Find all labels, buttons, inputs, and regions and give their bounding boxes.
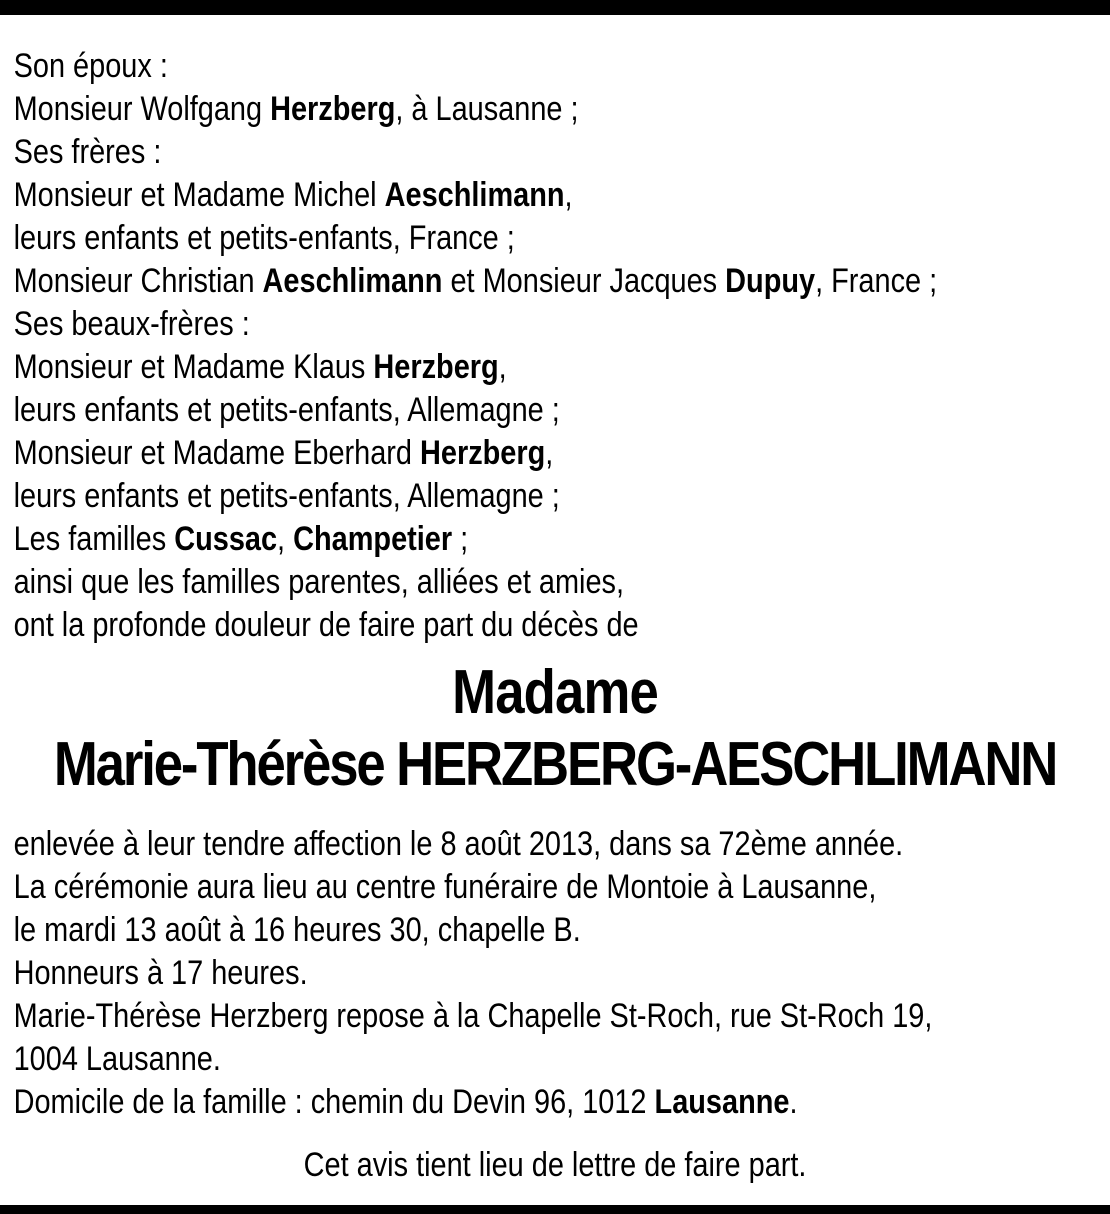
notice-text-segment: Domicile de la famille : chemin du Devin 96, 1012	[13, 1083, 655, 1121]
notice-name-bold: Herzberg	[373, 348, 499, 386]
notice-line	[14, 995, 1097, 1038]
notice-text-segment: ;	[452, 520, 469, 558]
notice-text-segment: le mardi 13 août à 16 heures 30, chapelle B.	[13, 911, 581, 949]
notice-text-segment: Son époux :	[13, 47, 168, 85]
notice-line	[14, 1081, 1097, 1124]
notice-name-bold: Champetier	[293, 520, 453, 558]
notice-text-segment: 1004 Lausanne.	[13, 1040, 221, 1078]
notice-text-segment: Honneurs à 17 heures.	[13, 954, 308, 992]
notice-line	[14, 561, 1097, 604]
notice-line	[14, 952, 1097, 995]
notice-line	[14, 432, 1097, 475]
notice-text-segment: ,	[564, 176, 573, 214]
notice-text-segment: enlevée à leur tendre affection le 8 août 2013, dans sa 72ème année.	[13, 825, 904, 863]
notice-text-segment: Monsieur et Madame Klaus	[13, 348, 374, 386]
notice-line	[14, 604, 1097, 647]
notice-name-bold: Aeschlimann	[384, 176, 565, 214]
notice-line	[14, 866, 1097, 909]
notice-line	[14, 475, 1097, 518]
notice-text-segment: ont la profonde douleur de faire part du décès de	[13, 606, 639, 644]
footer-line	[14, 1144, 1097, 1187]
notice-line	[14, 88, 1097, 131]
notice-text-segment: leurs enfants et petits-enfants, Allemagne ;	[13, 477, 560, 515]
notice-name-bold: Marie-Thérèse HERZBERG-AESCHLIMANN	[53, 730, 1057, 799]
notice-name-bold: Herzberg	[270, 90, 396, 128]
notice-text-segment: Cet avis tient lieu de lettre de faire part.	[303, 1146, 807, 1184]
notice-line	[14, 389, 1097, 432]
notice-line	[14, 346, 1097, 389]
notice-name-bold: Dupuy	[725, 262, 816, 300]
notice-text-segment: ,	[498, 348, 507, 386]
notice-line	[14, 909, 1097, 952]
notice-text-segment: Les familles	[13, 520, 175, 558]
notice-text-segment: et Monsieur Jacques	[442, 262, 726, 300]
notice-line	[14, 131, 1097, 174]
notice-text-segment: Monsieur et Madame Eberhard	[13, 434, 421, 472]
notice-name-bold: Madame	[452, 658, 658, 727]
notice-line	[14, 45, 1097, 88]
notice-text-segment: , France ;	[815, 262, 938, 300]
notice-name-bold: Cussac	[174, 520, 278, 558]
top-border-bar	[0, 0, 1110, 15]
notice-text-segment: leurs enfants et petits-enfants, Allemagne ;	[13, 391, 560, 429]
notice-line	[14, 260, 1097, 303]
notice-text-segment: La cérémonie aura lieu au centre funéraire de Montoie à Lausanne,	[13, 868, 877, 906]
notice-line	[14, 823, 1097, 866]
notice-text-segment: Monsieur Wolfgang	[13, 90, 271, 128]
notice-text-segment: ,	[277, 520, 294, 558]
notice-text-segment: , à Lausanne ;	[395, 90, 579, 128]
notice-text-segment: Marie-Thérèse Herzberg repose à la Chapelle St-Roch, rue St-Roch 19,	[13, 997, 933, 1035]
notice-text-segment: Ses beaux-frères :	[13, 305, 250, 343]
notice-name-bold: Lausanne	[654, 1083, 790, 1121]
notice-text-segment: .	[789, 1083, 798, 1121]
title-madame	[14, 657, 1097, 729]
notice-line	[14, 303, 1097, 346]
notice-text-segment: Monsieur et Madame Michel	[13, 176, 385, 214]
notice-text-segment: Monsieur Christian	[13, 262, 263, 300]
notice-name-bold: Aeschlimann	[262, 262, 443, 300]
notice-line	[14, 217, 1097, 260]
notice-text-segment: ,	[545, 434, 554, 472]
deceased-name	[14, 729, 1097, 801]
notice-text-segment: ainsi que les familles parentes, alliées et amies,	[13, 563, 625, 601]
notice-name-bold: Herzberg	[420, 434, 546, 472]
notice-line	[14, 1038, 1097, 1081]
notice-text	[0, 15, 1110, 1187]
notice-text-segment: Ses frères :	[13, 133, 162, 171]
bottom-border-bar	[0, 1205, 1110, 1214]
notice-text-segment: leurs enfants et petits-enfants, France ;	[13, 219, 515, 257]
notice-line	[14, 174, 1097, 217]
notice-line	[14, 518, 1097, 561]
